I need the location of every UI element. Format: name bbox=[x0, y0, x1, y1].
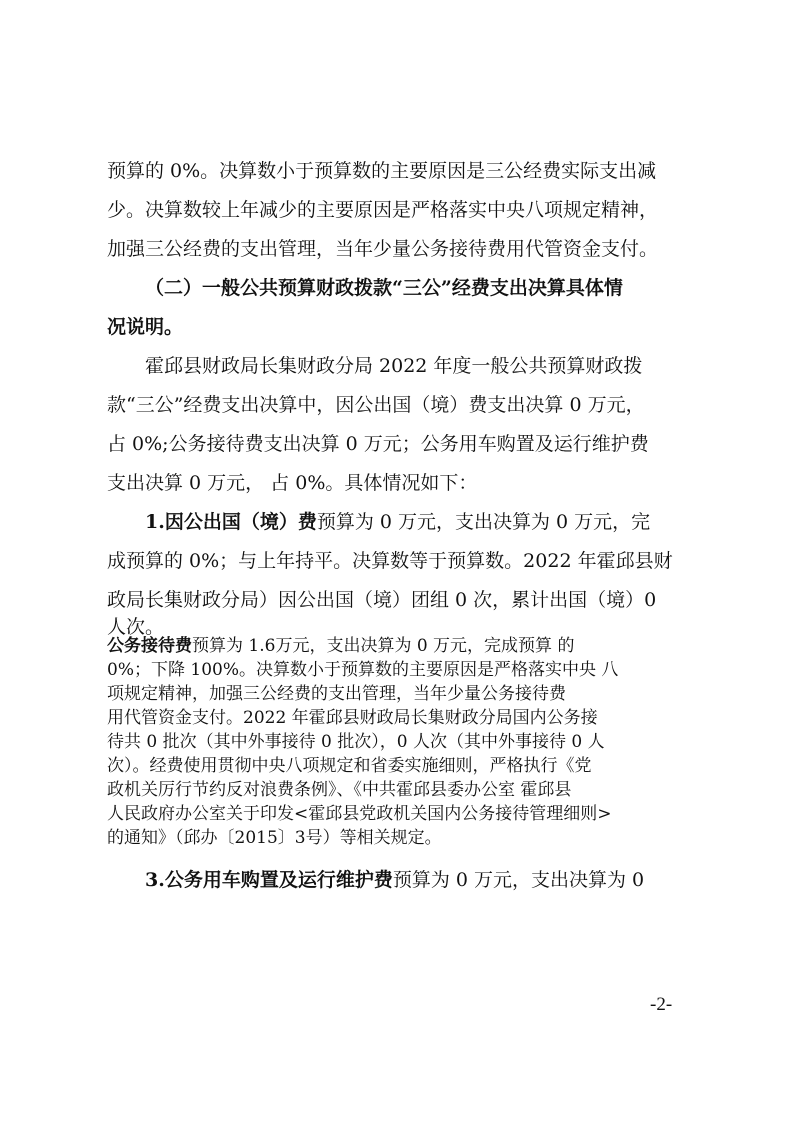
paragraph-line: 次）。经费使用贯彻中央八项规定和省委实施细则，严格执行《党 bbox=[107, 756, 592, 776]
paragraph-line: 政局长集财政分局）因公出国（境）团组 0 次，累计出国（境）0 bbox=[107, 589, 657, 611]
paragraph-line: 占 0%;公务接待费支出决算 0 万元；公务用车购置及运行维护费 bbox=[107, 433, 649, 455]
item-line bbox=[107, 636, 574, 657]
paragraph-line: 待共 0 批次（其中外事接待 0 批次），0 人次（其中外事接待 0 人 bbox=[107, 732, 605, 752]
paragraph-line: 人民政府办公室关于印发<霍邱县党政机关国内公务接待管理细则> bbox=[107, 804, 612, 824]
paragraph-line: 加强三公经费的支出管理，当年少量公务接待费用代管资金支付。 bbox=[107, 238, 659, 260]
page-number: -2- bbox=[650, 994, 673, 1015]
paragraph-line: 用代管资金支付。2022 年霍邱县财政局长集财政分局国内公务接 bbox=[107, 708, 598, 728]
paragraph-line: 预算的 0%。决算数小于预算数的主要原因是三公经费实际支出减 bbox=[107, 160, 657, 182]
paragraph-line: 少。决算数较上年减少的主要原因是严格落实中央八项规定精神， bbox=[107, 199, 659, 221]
section-heading: （二）一般公共预算财政拨款“三公”经费支出决算具体情 bbox=[145, 277, 623, 299]
item-line bbox=[145, 865, 644, 892]
item-text: 预算为 1.6万元，支出决算为 0 万元，完成预算 的 bbox=[192, 636, 575, 656]
paragraph-line: 的通知》（邱办〔2015〕3号）等相关规定。 bbox=[107, 828, 442, 848]
item-text: 预算为 0 万元，支出决算为 0 万元，完 bbox=[316, 511, 651, 533]
paragraph-line: 人次。 bbox=[107, 616, 165, 638]
paragraph-line: 支出决算 0 万元， 占 0%。具体情况如下： bbox=[107, 472, 478, 494]
paragraph-line: 项规定精神，加强三公经费的支出管理，当年少量公务接待费 bbox=[107, 684, 566, 704]
paragraph-line: 霍邱县财政局长集财政分局 2022 年度一般公共预算财政拨 bbox=[145, 355, 643, 377]
paragraph-line: 政机关厉行节约反对浪费条例》、《中共霍邱县委办公室 霍邱县 bbox=[107, 780, 572, 800]
item-title: 公务接待费 bbox=[107, 636, 192, 656]
paragraph-line: 成预算的 0%；与上年持平。决算数等于预算数。2022 年霍邱县财 bbox=[107, 550, 673, 572]
paragraph-line: 0%；下降 100%。决算数小于预算数的主要原因是严格落实中央 八 bbox=[107, 660, 619, 680]
section-heading: 况说明。 bbox=[107, 316, 184, 338]
item-title: 1.因公出国（境）费 bbox=[145, 511, 317, 533]
item-line bbox=[145, 507, 650, 534]
paragraph-line: 款“三公”经费支出决算中，因公出国（境）费支出决算 0 万元， bbox=[107, 394, 645, 416]
item-title: 3.公务用车购置及运行维护费 bbox=[145, 869, 393, 891]
item-text: 预算为 0 万元，支出决算为 0 bbox=[392, 869, 645, 891]
